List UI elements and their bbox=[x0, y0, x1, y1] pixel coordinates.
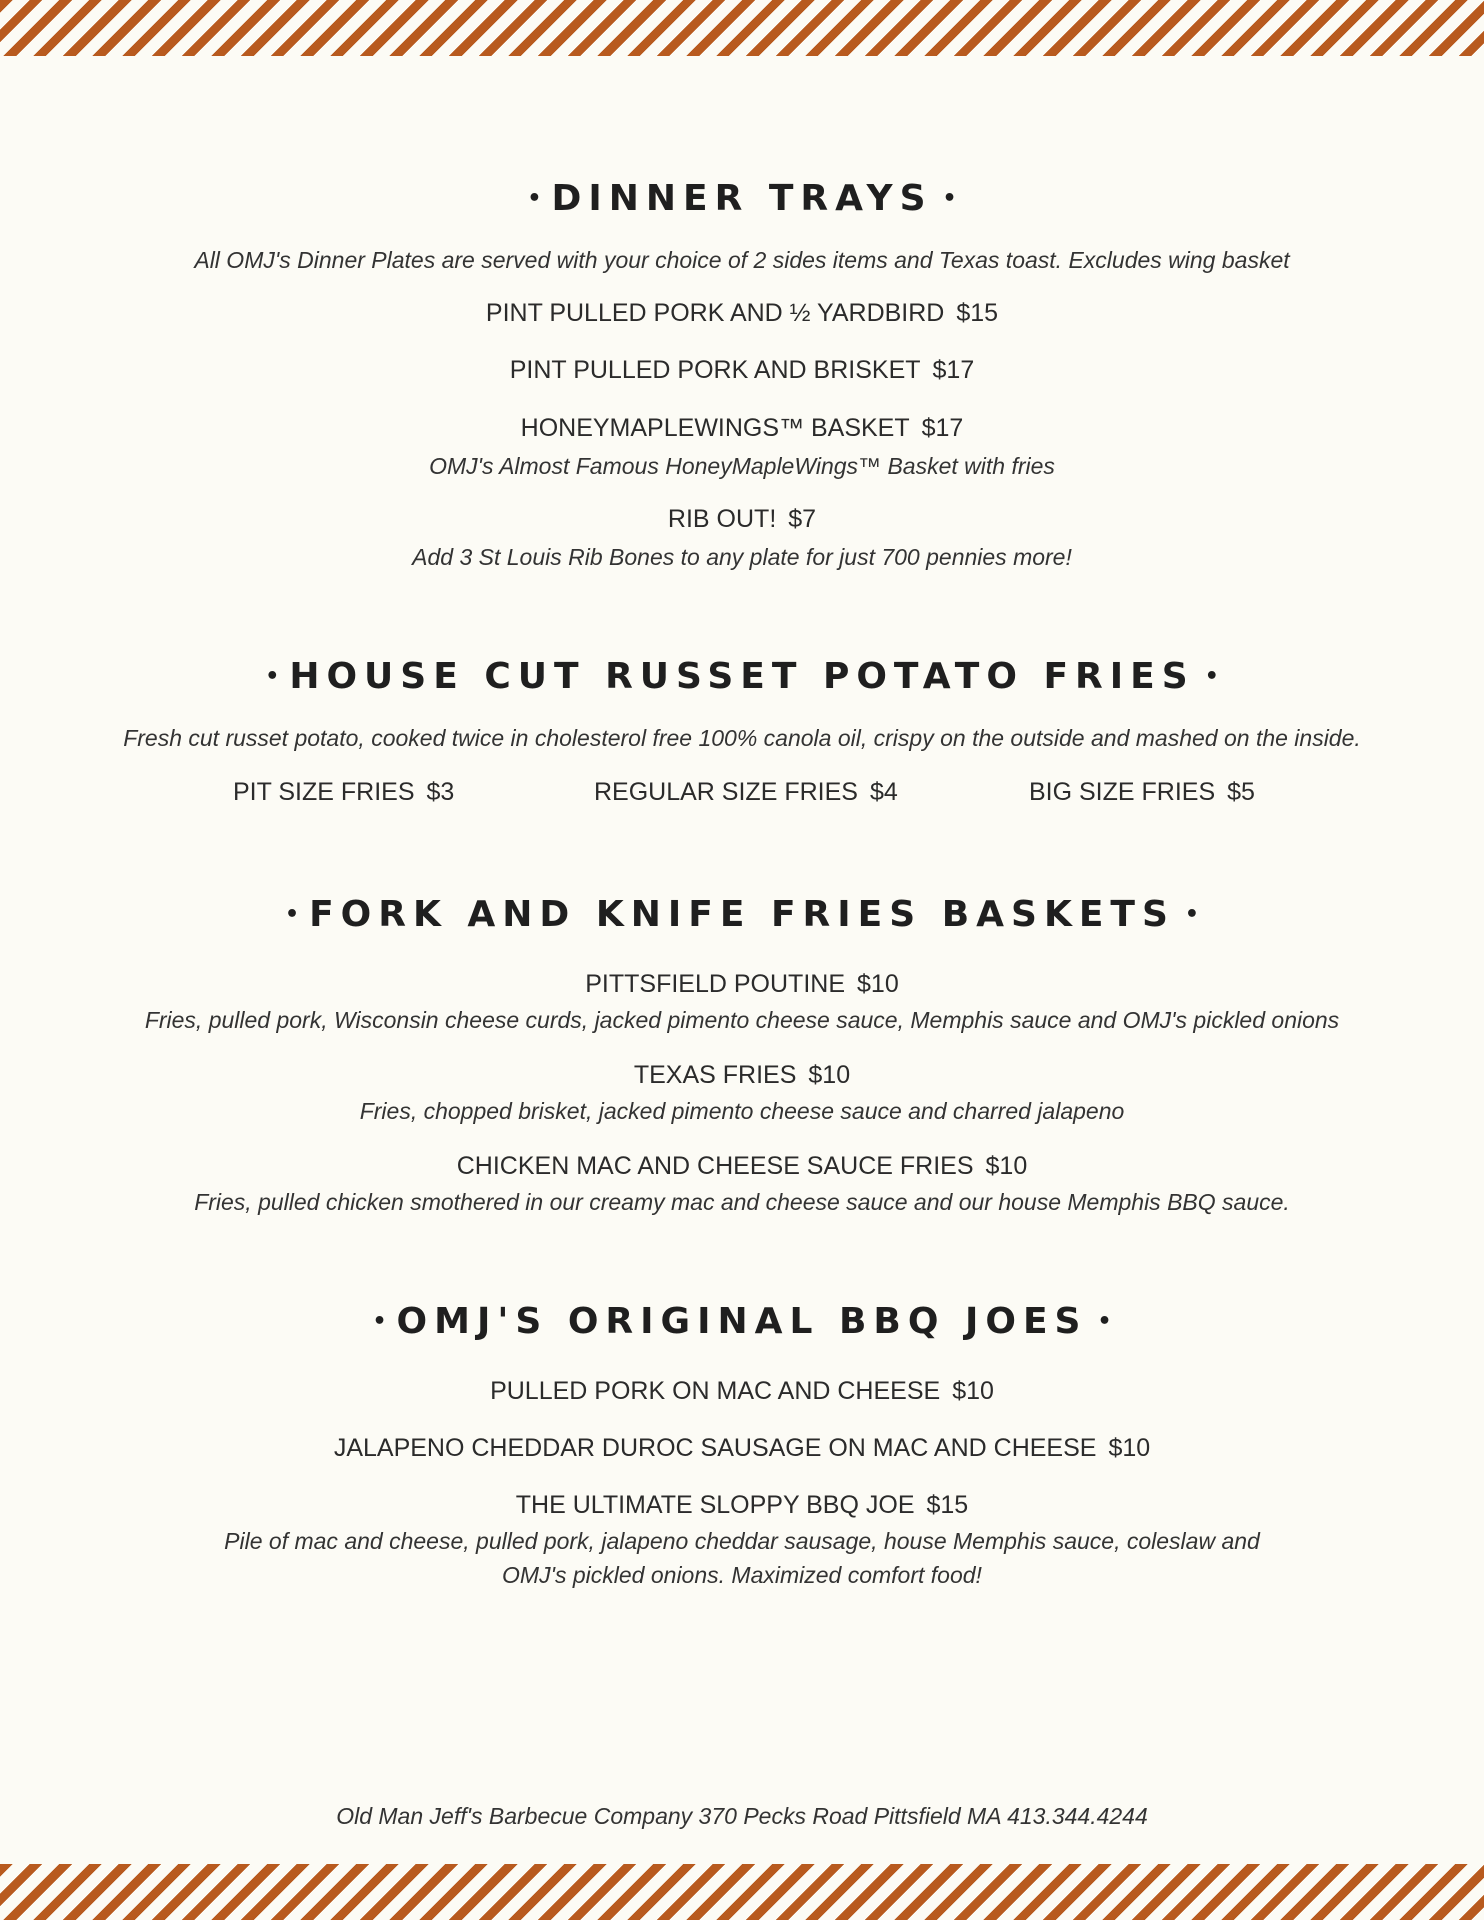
dinner-trays-heading: • DINNER TRAYS • bbox=[527, 178, 957, 219]
dinner-trays-note: All OMJ's Dinner Plates are served with your choice of 2 sides items and Texas toast. Excludes wing basket bbox=[194, 247, 1290, 273]
fries-item-big: BIG SIZE FRIES $5 bbox=[1029, 778, 1255, 806]
baskets-heading: • FORK AND KNIFE FRIES BASKETS • bbox=[285, 894, 1199, 935]
menu-item: RIB OUT! $7 bbox=[667, 505, 817, 533]
menu-item-description: Fries, pulled pork, Wisconsin cheese curds, jacked pimento cheese sauce, Memphis sauce and OMJ's pickled onions bbox=[144, 1007, 1340, 1033]
menu-item-description: Pile of mac and cheese, pulled pork, jalapeno cheddar sausage, house Memphis sauce, coleslaw and bbox=[224, 1528, 1260, 1554]
top-stripe-border bbox=[0, 0, 1484, 56]
menu-item: PITTSFIELD POUTINE $10 bbox=[585, 970, 899, 998]
menu-item: CHICKEN MAC AND CHEESE SAUCE FRIES $10 bbox=[456, 1152, 1028, 1180]
menu-item: HONEYMAPLEWINGS™ BASKET $17 bbox=[520, 414, 964, 442]
menu-item: TEXAS FRIES $10 bbox=[633, 1061, 851, 1089]
footer-address: Old Man Jeff's Barbecue Company 370 Pecks Road Pittsfield MA 413.344.4244 bbox=[336, 1803, 1148, 1829]
menu-item-description: Add 3 St Louis Rib Bones to any plate for just 700 pennies more! bbox=[412, 544, 1072, 570]
menu-item: JALAPENO CHEDDAR DUROC SAUSAGE ON MAC AND CHEESE $10 bbox=[333, 1434, 1151, 1462]
menu-item-description: OMJ's pickled onions. Maximized comfort food! bbox=[502, 1562, 982, 1588]
menu-item-description: Fries, chopped brisket, jacked pimento cheese sauce and charred jalapeno bbox=[359, 1098, 1125, 1124]
menu-item: THE ULTIMATE SLOPPY BBQ JOE $15 bbox=[515, 1491, 969, 1519]
menu-item: PULLED PORK ON MAC AND CHEESE $10 bbox=[490, 1377, 994, 1405]
fries-item-regular: REGULAR SIZE FRIES $4 bbox=[594, 778, 898, 806]
menu-item: PINT PULLED PORK AND BRISKET $17 bbox=[509, 356, 975, 384]
fries-note: Fresh cut russet potato, cooked twice in cholesterol free 100% canola oil, crispy on the outside and mashed on the inside. bbox=[123, 725, 1361, 751]
bbq-joes-heading: • OMJ'S ORIGINAL BBQ JOES • bbox=[372, 1301, 1112, 1342]
fries-item-pit: PIT SIZE FRIES $3 bbox=[233, 778, 455, 806]
bottom-stripe-border bbox=[0, 1864, 1484, 1920]
menu-item: PINT PULLED PORK AND ½ YARDBIRD $15 bbox=[485, 299, 999, 327]
fries-heading: • HOUSE CUT RUSSET POTATO FRIES • bbox=[265, 656, 1219, 697]
menu-item-description: Fries, pulled chicken smothered in our creamy mac and cheese sauce and our house Memphis BBQ sauce. bbox=[194, 1189, 1290, 1215]
menu-item-description: OMJ's Almost Famous HoneyMapleWings™ Basket with fries bbox=[429, 453, 1055, 479]
